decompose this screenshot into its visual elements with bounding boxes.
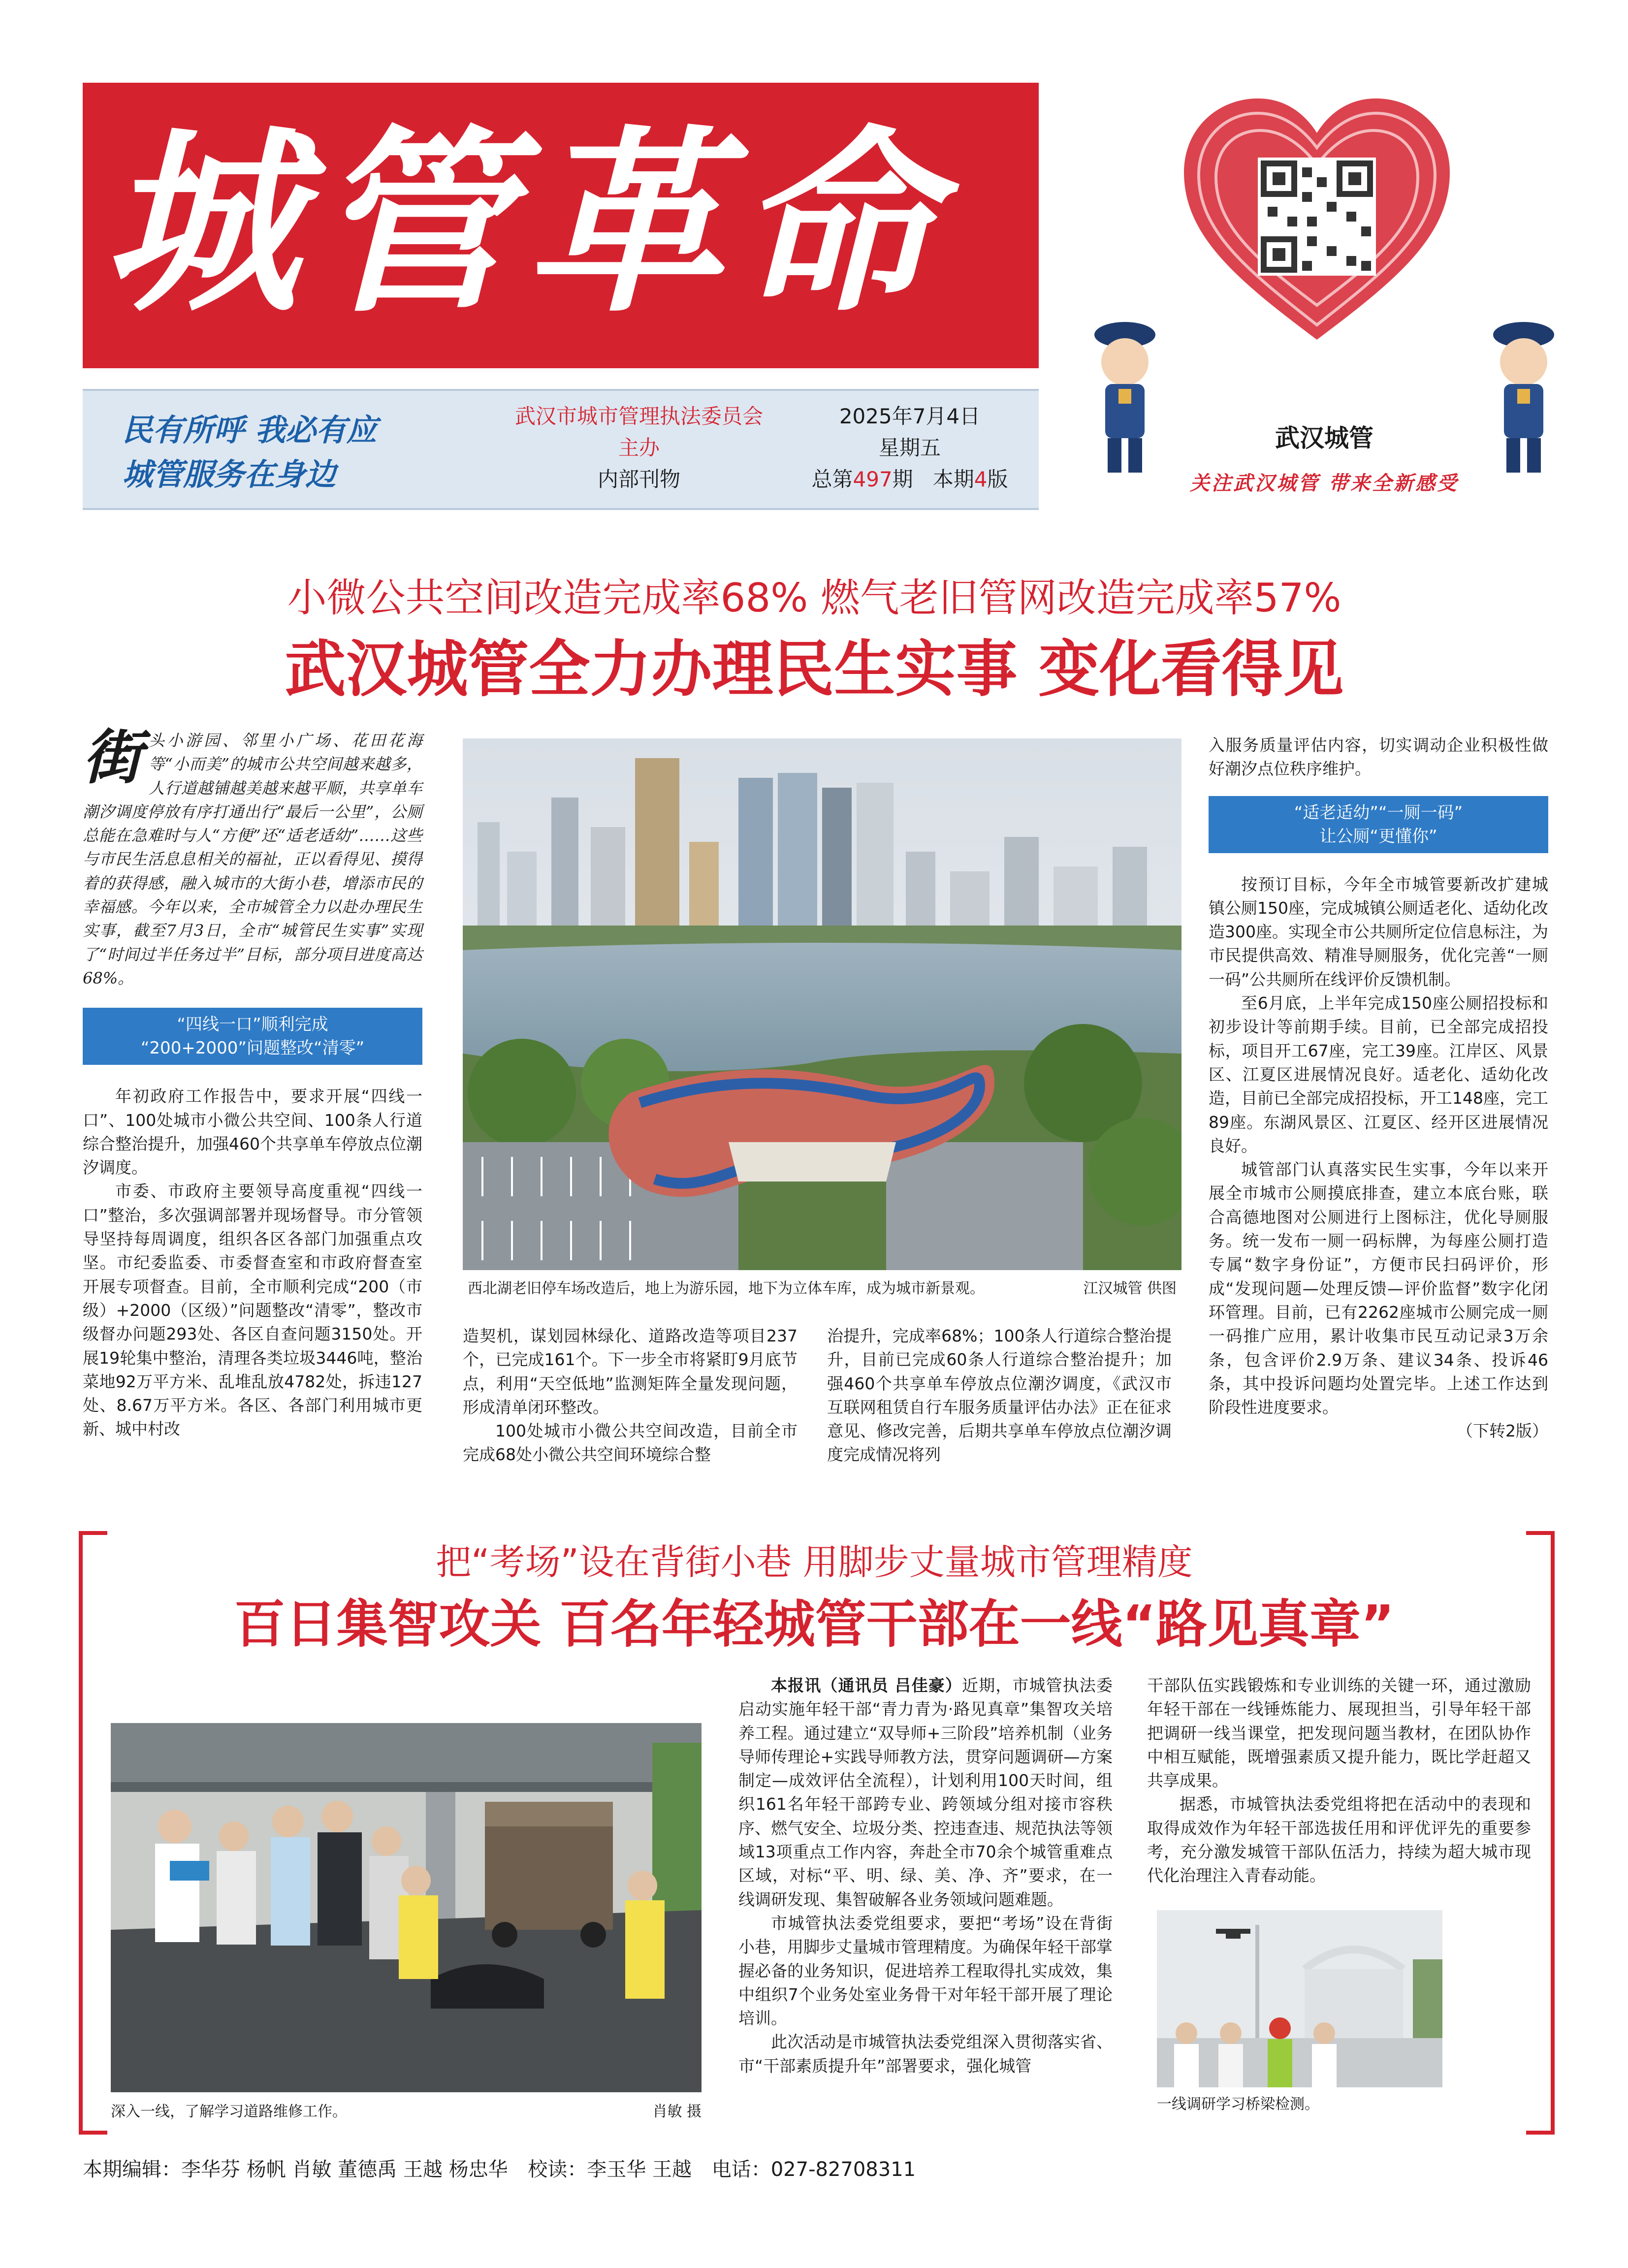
page-count: 4 xyxy=(974,467,988,491)
footer-credits xyxy=(83,2154,929,2182)
dropcap: 街 xyxy=(83,723,142,792)
footer-editors: 本期编辑：李华芬 杨帆 肖敏 董德禹 王越 杨忠华 xyxy=(83,2158,508,2181)
road-repair-photo xyxy=(111,1723,702,2092)
byline: 本报讯（通讯员 吕佳豪） xyxy=(771,1676,962,1695)
lead-paragraph: 街头小游园、邻里小广场、花田花海等“小而美”的城市公共空间越来越多，人行道越铺越美越来越平顺，共享单车潮汐调度停放有序打通出行“最后一公里”，公厕总能在急难时与人“方便”还“适老适幼”……这些与市民生活息息相关的福祉，正以看得见、摸得着的获得感，融入城市的大街小巷，增添市民的幸福感。今年以来，全市城管全力以赴办理民生实事，截至7月3日，全市“城管民生实事”实现了“时间过半任务过半”目标，部分项目进度高达68%。 xyxy=(83,723,422,988)
lead-subheadline: 小微公共空间改造完成率68% 燃气老旧管网改造完成率57% xyxy=(287,575,1341,621)
bridge-inspection-image xyxy=(1157,1910,1442,2087)
qr-tagline: 关注武汉城管 带来全新感受 xyxy=(1190,472,1459,495)
slogan-line-2: 城管服务在身边 xyxy=(122,456,336,492)
road-photo-caption: 深入一线，了解学习道路维修工作。 xyxy=(111,2103,347,2120)
qr-label: 武汉城管 xyxy=(1275,424,1373,452)
section-box-four-lines: “四线一口”顺利完成 “200+2000”问题整改“清零” xyxy=(83,1008,422,1065)
paragraph: 至6月底，上半年完成150座公厕招投标和初步设计等前期手续。目前，已全部完成招投标，项目开工67座，完工39座。江岸区、风景区、江夏区进展情况良好。适老化、适幼化改造，目前已全部完成招投标，开工148座，完工89座。东湖风景区、江夏区、经开区进展情况良好。 xyxy=(1209,993,1548,1155)
paragraph: 治提升，完成率68%；100条人行道综合整治提升，目前已完成60条人行道综合整治提升；加强460个共享单车停放点位潮汐调度，《武汉市互联网租赁自行车服务质量评估办法》正在征求意见、修改完善，后期共享单车停放点位潮汐调度完成情况将列 xyxy=(827,1326,1172,1465)
lead-column-1 xyxy=(83,723,422,1441)
issue-number-line: 总第497期 本期4版 xyxy=(811,467,1008,491)
road-photo-credit: 肖敏 摄 xyxy=(652,2103,702,2120)
paragraph: 干部队伍实践锻炼和专业训练的关键一环，通过激励年轻干部在一线锤炼能力、展现担当，引导年轻干部把调研一线当课堂，把发现问题当教材，在团队协作中相互赋能，既增强素质又提升能力，既比学赶超又共享成果。 xyxy=(1147,1676,1531,1790)
paragraph: 城管部门认真落实民生实事，今年以来开展全市城市公厕摸底排查，建立本底台账，联合高德地图对公厕进行上图标注，优化导厕服务。统一发布一厕一码标牌，为每座公厕打造专属“数字身份证”，方便市民扫码评价，形成“发现问题—处理反馈—评价监督”数字化闭环管理。目前，已有2262座城市公厕完成一厕一码推广应用，累计收集市民互动记录3万余条，包含评价2.9万条、建议34条、投诉46条，其中投诉问题均处置完毕。上述工作达到阶段性进度要求。 xyxy=(1209,1160,1548,1417)
heart-qr-icon[interactable] xyxy=(1179,94,1455,350)
second-column-1 xyxy=(738,1674,1113,2078)
park-aerial-image xyxy=(463,738,1181,1270)
issue-number: 497 xyxy=(853,467,893,491)
issue-date: 2025年7月4日 xyxy=(839,404,981,428)
lead-photo-credit: 江汉城管 供图 xyxy=(1083,1280,1177,1297)
paragraph: 本报讯（通讯员 吕佳豪）近期，市城管执法委启动实施年轻干部“青力青为·路见真章”集智攻关培养工程。通过建立“双导师+三阶段”培养机制（业务导师传理论+实践导师教方法，贯穿问题调研—方案制定—成效评估全流程），计划利用100天时间，组织161名年轻干部跨专业、跨领域分组对接市容秩序、燃气安全、垃圾分类、控违查违、规范执法等领域13项重点工作内容，奔赴全市70余个城管重难点区域，对标“平、明、绿、美、净、齐”要求，在一线调研发现、集智破解各业务领域问题难题。 xyxy=(738,1676,1113,1909)
road-repair-image xyxy=(111,1723,702,2092)
road-photo-caption-row xyxy=(111,2102,702,2122)
lead-photo xyxy=(463,738,1181,1270)
second-headline: 百日集智攻关 百名年轻城管干部在一线“路见真章” xyxy=(234,1594,1395,1654)
bridge-photo-caption: 一线调研学习桥梁检测。 xyxy=(1157,2096,1319,2113)
section-box-toilets: “适老适幼”“一厕一码” 让公厕“更懂你” xyxy=(1209,796,1548,853)
lead-headline: 武汉城管全力办理民生实事 变化看得见 xyxy=(285,634,1344,705)
paragraph: 年初政府工作报告中，要求开展“四线一口”、100处城市小微公共空间、100条人行道综合整治提升，加强460个共享单车停放点位潮汐调度。 xyxy=(83,1086,422,1178)
masthead xyxy=(83,83,1039,368)
paragraph: 此次活动是市城管执法委党组深入贯彻落实省、市“干部素质提升年”部署要求，强化城管 xyxy=(738,2032,1113,2076)
paragraph: 据悉，市城管执法委党组将把在活动中的表现和取得成效作为年轻干部选拔任用和评优评先的重要参考，充分激发城管干部队伍活力，持续为超大城市现代化治理注入青春动能。 xyxy=(1147,1794,1531,1885)
issue-weekday: 星期五 xyxy=(878,436,941,460)
issue-date-block xyxy=(762,401,1057,495)
paragraph: 按预订目标，今年全市城管要新改扩建城镇公厕150座，完成城镇公厕适老化、适幼化改造300座。实现全市公共厕所定位信息标注，为市民提供高效、精准导厕服务，优化完善“一厕一码”公共厕所在线评价反馈机制。 xyxy=(1209,874,1548,989)
publisher-host: 主办 xyxy=(618,436,660,460)
lead-column-3 xyxy=(827,1324,1172,1467)
lead-column-4 xyxy=(1209,734,1548,1443)
continued-note: （下转2版） xyxy=(1457,1421,1548,1441)
lead-column-2 xyxy=(463,1324,798,1467)
paragraph: 市委、市政府主要领导高度重视“四线一口”整治，多次强调部署并现场督导。市分管领导坚持每周调度，组织各区各部门加强重点攻坚。市纪委监委、市委督查室和市政府督查室开展专项督查。目前，全市顺利完成“200（市级）+2000（区级）”问题整改“清零”，整改市级督办问题293处、各区自查问题3150处。开展19轮集中整治，清理各类垃圾3446吨，整治菜地92万平方米、乱堆乱放4782处，拆违127处、8.67万平方米。各区、各部门利用城市更新、城中村改 xyxy=(83,1182,422,1439)
footer-phone: 电话：027-82708311 xyxy=(711,2158,916,2181)
second-subheadline: 把“考场”设在背街小巷 用脚步丈量城市管理精度 xyxy=(436,1541,1193,1583)
paragraph: 造契机，谋划园林绿化、道路改造等项目237个，已完成161个。下一步全市将紧盯9月底节点，利用“天空低地”监测矩阵全量发现问题，形成清单闭环整改。 xyxy=(463,1326,798,1417)
paragraph: 市城管执法委党组要求，要把“考场”设在背街小巷，用脚步丈量城市管理精度。为确保年轻干部掌握必备的业务知识，促进培养工程取得扎实成效，集中组织7个业务处室业务骨干对年轻干部开展了理论培训。 xyxy=(738,1913,1113,2028)
slogan-line-1: 民有所呼 我必有应 xyxy=(122,412,377,448)
paragraph: 入服务质量评估内容，切实调动企业积极性做好潮汐点位秩序维护。 xyxy=(1209,735,1548,779)
publication-type: 内部刊物 xyxy=(597,467,680,491)
masthead-info-bar xyxy=(83,389,1039,510)
lead-photo-caption-row xyxy=(468,1279,1177,1299)
publisher-block xyxy=(467,401,811,495)
newspaper-title: 城管革命 xyxy=(102,107,949,339)
qr-code-area xyxy=(1078,79,1570,522)
bridge-inspection-photo xyxy=(1157,1910,1442,2087)
second-column-2 xyxy=(1147,1674,1531,1888)
lead-photo-caption: 西北湖老旧停车场改造后，地上为游乐园，地下为立体车库，成为城市新景观。 xyxy=(468,1280,985,1297)
publisher-name: 武汉市城市管理执法委员会 xyxy=(514,404,763,428)
footer-proofread: 校读：李玉华 王越 xyxy=(528,2158,692,2181)
paragraph: 100处城市小微公共空间改造，目前全市完成68处小微公共空间环境综合整 xyxy=(463,1421,798,1465)
